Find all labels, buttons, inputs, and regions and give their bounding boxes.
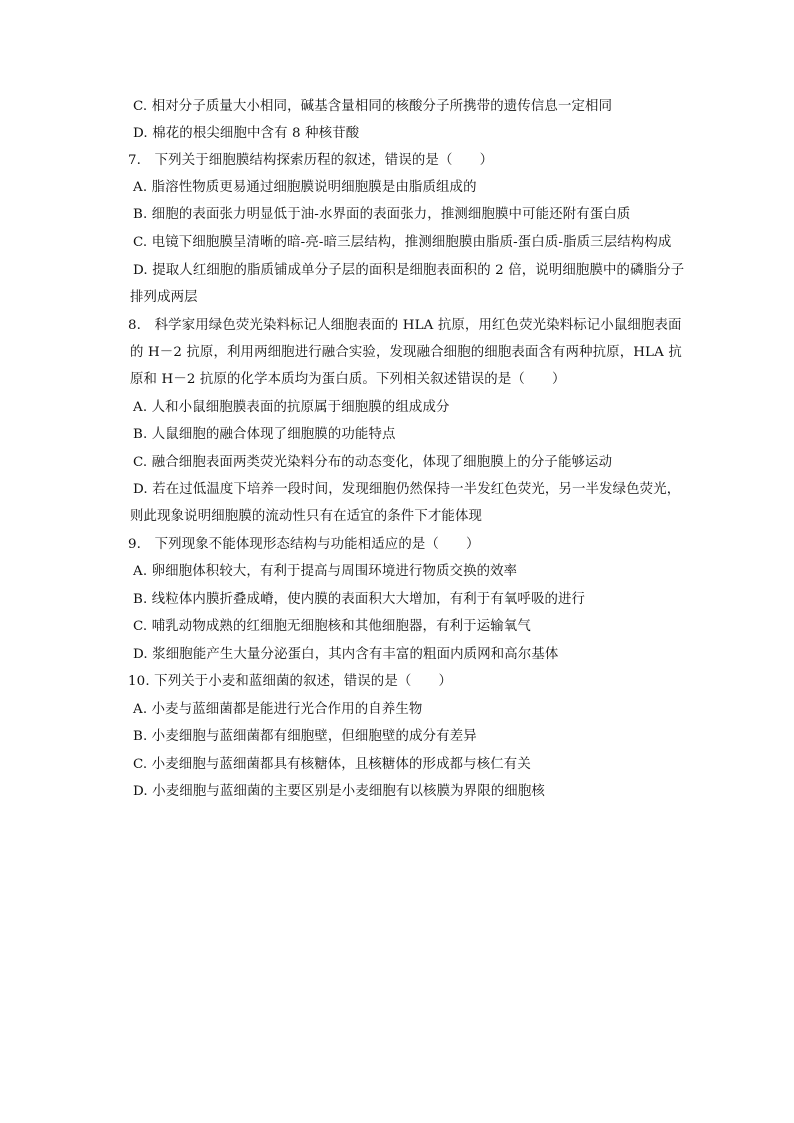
option-line: D. 提取人红细胞的脂质铺成单分子层的面积是细胞表面积的 2 倍，说明细胞膜中的磷脂分子 (133, 263, 685, 278)
option-line: A. 小麦与蓝细菌都是能进行光合作用的自养生物 (133, 702, 423, 717)
option-line-continuation: 则此现象说明细胞膜的流动性只有在适宜的条件下才能体现 (130, 509, 483, 524)
option-line: D. 小麦细胞与蓝细菌的主要区别是小麦细胞有以核膜为界限的细胞核 (133, 784, 545, 799)
option-line: C. 融合细胞表面两类荧光染料分布的动态变化，体现了细胞膜上的分子能够运动 (133, 455, 613, 470)
question-stem-continuation: 的 H－2 抗原，利用两细胞进行融合实验，发现融合细胞的细胞表面含有两种抗原，HLA 抗 (130, 345, 682, 360)
option-line: B. 人鼠细胞的融合体现了细胞膜的功能特点 (133, 427, 396, 442)
option-line: C. 相对分子质量大小相同，碱基含量相同的核酸分子所携带的遗传信息一定相同 (133, 99, 613, 114)
option-line: D. 棉花的根尖细胞中含有 8 种核苷酸 (133, 126, 360, 141)
option-line: A. 人和小鼠细胞膜表面的抗原属于细胞膜的组成成分 (133, 400, 450, 415)
option-line: D. 浆细胞能产生大量分泌蛋白，其内含有丰富的粗面内质网和高尔基体 (133, 647, 559, 662)
option-line: B. 线粒体内膜折叠成嵴，使内膜的表面积大大增加，有利于有氧呼吸的进行 (133, 592, 586, 607)
option-line: B. 小麦细胞与蓝细菌都有细胞壁，但细胞壁的成分有差异 (133, 729, 477, 744)
question-stem: 10. 下列关于小麦和蓝细菌的叙述，错误的是（ ） (128, 674, 453, 689)
question-stem-continuation: 原和 H－2 抗原的化学本质均为蛋白质。下列相关叙述错误的是（ ） (130, 372, 566, 387)
option-line: D. 若在过低温度下培养一段时间，发现细胞仍然保持一半发红色荧光，另一半发绿色荧光， (133, 482, 681, 497)
option-line: C. 哺乳动物成熟的红细胞无细胞核和其他细胞器，有利于运输氧气 (133, 619, 531, 634)
option-line: C. 小麦细胞与蓝细菌都具有核糖体，且核糖体的形成都与核仁有关 (133, 757, 531, 772)
option-line: A. 卵细胞体积较大，有利于提高与周围环境进行物质交换的效率 (133, 564, 518, 579)
option-line-continuation: 排列成两层 (130, 290, 198, 305)
option-line: B. 细胞的表面张力明显低于油-水界面的表面张力，推测细胞膜中可能还附有蛋白质 (133, 207, 631, 222)
question-stem: 8. 科学家用绿色荧光染料标记人细胞表面的 HLA 抗原，用红色荧光染料标记小鼠细胞表面 (128, 318, 682, 333)
option-line: A. 脂溶性物质更易通过细胞膜说明细胞膜是由脂质组成的 (133, 180, 477, 195)
question-stem: 9. 下列现象不能体现形态结构与功能相适应的是（ ） (128, 537, 480, 552)
option-line: C. 电镜下细胞膜呈清晰的暗-亮-暗三层结构，推测细胞膜由脂质-蛋白质-脂质三层结构构成 (133, 235, 672, 250)
question-stem: 7. 下列关于细胞膜结构探索历程的叙述，错误的是（ ） (128, 153, 494, 168)
